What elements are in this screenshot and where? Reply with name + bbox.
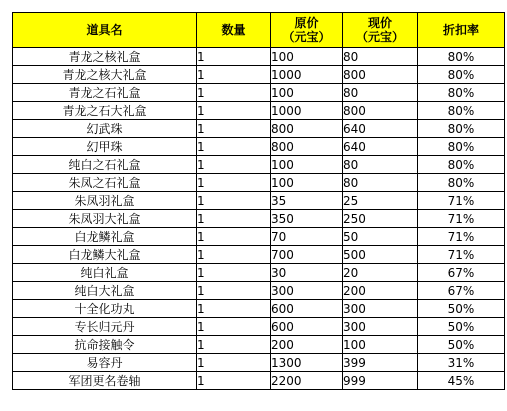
cell-current-price: 25 — [343, 192, 418, 210]
cell-quantity: 1 — [197, 246, 271, 264]
cell-quantity: 1 — [197, 228, 271, 246]
table-row — [13, 300, 505, 318]
table-row — [13, 318, 505, 336]
table-row — [13, 174, 505, 192]
cell-discount-rate: 71% — [418, 210, 505, 228]
header-original-price — [271, 13, 343, 48]
table-row — [13, 336, 505, 354]
cell-current-price: 80 — [343, 156, 418, 174]
cell-original-price: 70 — [271, 228, 343, 246]
cell-original-price: 100 — [271, 48, 343, 66]
cell-quantity: 1 — [197, 300, 271, 318]
header-discount-rate: 折扣率 — [418, 13, 505, 48]
cell-current-price: 300 — [343, 318, 418, 336]
cell-discount-rate: 50% — [418, 300, 505, 318]
header-original-price-line2: （元宝） — [282, 30, 331, 44]
cell-quantity: 1 — [197, 48, 271, 66]
cell-current-price: 80 — [343, 174, 418, 192]
table-row — [13, 48, 505, 66]
cell-item-name: 纯白礼盒 — [13, 264, 197, 282]
cell-quantity: 1 — [197, 120, 271, 138]
price-table-container — [12, 12, 505, 390]
cell-quantity: 1 — [197, 66, 271, 84]
price-table — [12, 12, 505, 390]
cell-item-name: 青龙之核大礼盒 — [13, 66, 197, 84]
header-original-price-line1: 原价 — [294, 16, 319, 30]
cell-original-price: 1000 — [271, 102, 343, 120]
cell-discount-rate: 80% — [418, 48, 505, 66]
cell-original-price: 700 — [271, 246, 343, 264]
cell-discount-rate: 80% — [418, 84, 505, 102]
header-current-price-line1: 现价 — [367, 16, 392, 30]
table-row — [13, 102, 505, 120]
cell-item-name: 白龙鳞大礼盒 — [13, 246, 197, 264]
cell-current-price: 640 — [343, 120, 418, 138]
cell-current-price: 999 — [343, 372, 418, 390]
cell-original-price: 30 — [271, 264, 343, 282]
cell-current-price: 200 — [343, 282, 418, 300]
cell-item-name: 幻武珠 — [13, 120, 197, 138]
cell-original-price: 300 — [271, 282, 343, 300]
cell-quantity: 1 — [197, 102, 271, 120]
cell-original-price: 600 — [271, 318, 343, 336]
cell-original-price: 100 — [271, 84, 343, 102]
cell-current-price: 300 — [343, 300, 418, 318]
table-row — [13, 372, 505, 390]
cell-original-price: 35 — [271, 192, 343, 210]
cell-original-price: 100 — [271, 156, 343, 174]
table-row — [13, 282, 505, 300]
cell-current-price: 250 — [343, 210, 418, 228]
cell-current-price: 800 — [343, 66, 418, 84]
cell-current-price: 100 — [343, 336, 418, 354]
cell-original-price: 1300 — [271, 354, 343, 372]
cell-current-price: 80 — [343, 84, 418, 102]
table-row — [13, 138, 505, 156]
header-quantity: 数量 — [197, 13, 271, 48]
cell-discount-rate: 80% — [418, 174, 505, 192]
cell-discount-rate: 45% — [418, 372, 505, 390]
cell-current-price: 800 — [343, 102, 418, 120]
cell-item-name: 青龙之石大礼盒 — [13, 102, 197, 120]
table-row — [13, 156, 505, 174]
header-current-price-line2: （元宝） — [355, 30, 404, 44]
table-row — [13, 84, 505, 102]
cell-original-price: 1000 — [271, 66, 343, 84]
cell-item-name: 易容丹 — [13, 354, 197, 372]
cell-original-price: 100 — [271, 174, 343, 192]
cell-discount-rate: 71% — [418, 246, 505, 264]
cell-item-name: 青龙之核礼盒 — [13, 48, 197, 66]
table-row — [13, 120, 505, 138]
cell-current-price: 20 — [343, 264, 418, 282]
table-row — [13, 66, 505, 84]
cell-current-price: 640 — [343, 138, 418, 156]
table-row — [13, 192, 505, 210]
cell-quantity: 1 — [197, 282, 271, 300]
cell-discount-rate: 80% — [418, 156, 505, 174]
cell-item-name: 朱凤羽大礼盒 — [13, 210, 197, 228]
cell-quantity: 1 — [197, 372, 271, 390]
cell-discount-rate: 31% — [418, 354, 505, 372]
cell-discount-rate: 80% — [418, 138, 505, 156]
cell-discount-rate: 80% — [418, 102, 505, 120]
cell-item-name: 专长归元丹 — [13, 318, 197, 336]
cell-original-price: 800 — [271, 120, 343, 138]
cell-item-name: 十全化功丸 — [13, 300, 197, 318]
table-row — [13, 228, 505, 246]
cell-item-name: 朱凤羽礼盒 — [13, 192, 197, 210]
header-item-name: 道具名 — [13, 13, 197, 48]
header-row — [13, 13, 505, 48]
cell-original-price: 800 — [271, 138, 343, 156]
cell-discount-rate: 67% — [418, 264, 505, 282]
cell-discount-rate: 80% — [418, 66, 505, 84]
cell-item-name: 朱凤之石礼盒 — [13, 174, 197, 192]
cell-item-name: 军团更名卷轴 — [13, 372, 197, 390]
cell-original-price: 350 — [271, 210, 343, 228]
cell-quantity: 1 — [197, 174, 271, 192]
cell-quantity: 1 — [197, 264, 271, 282]
cell-current-price: 399 — [343, 354, 418, 372]
cell-discount-rate: 71% — [418, 228, 505, 246]
table-row — [13, 210, 505, 228]
cell-item-name: 纯白之石礼盒 — [13, 156, 197, 174]
cell-quantity: 1 — [197, 336, 271, 354]
table-body — [13, 48, 505, 390]
cell-discount-rate: 67% — [418, 282, 505, 300]
table-row — [13, 354, 505, 372]
table-row — [13, 246, 505, 264]
cell-quantity: 1 — [197, 156, 271, 174]
cell-quantity: 1 — [197, 318, 271, 336]
cell-item-name: 白龙鳞礼盒 — [13, 228, 197, 246]
cell-item-name: 青龙之石礼盒 — [13, 84, 197, 102]
cell-item-name: 纯白大礼盒 — [13, 282, 197, 300]
cell-quantity: 1 — [197, 84, 271, 102]
cell-original-price: 2200 — [271, 372, 343, 390]
cell-item-name: 抗命接触令 — [13, 336, 197, 354]
cell-item-name: 幻甲珠 — [13, 138, 197, 156]
cell-quantity: 1 — [197, 210, 271, 228]
cell-current-price: 50 — [343, 228, 418, 246]
cell-original-price: 600 — [271, 300, 343, 318]
cell-discount-rate: 71% — [418, 192, 505, 210]
cell-original-price: 200 — [271, 336, 343, 354]
cell-quantity: 1 — [197, 138, 271, 156]
cell-quantity: 1 — [197, 354, 271, 372]
cell-current-price: 500 — [343, 246, 418, 264]
cell-discount-rate: 50% — [418, 336, 505, 354]
cell-discount-rate: 50% — [418, 318, 505, 336]
cell-quantity: 1 — [197, 192, 271, 210]
cell-discount-rate: 80% — [418, 120, 505, 138]
header-current-price — [343, 13, 418, 48]
cell-current-price: 80 — [343, 48, 418, 66]
table-row — [13, 264, 505, 282]
